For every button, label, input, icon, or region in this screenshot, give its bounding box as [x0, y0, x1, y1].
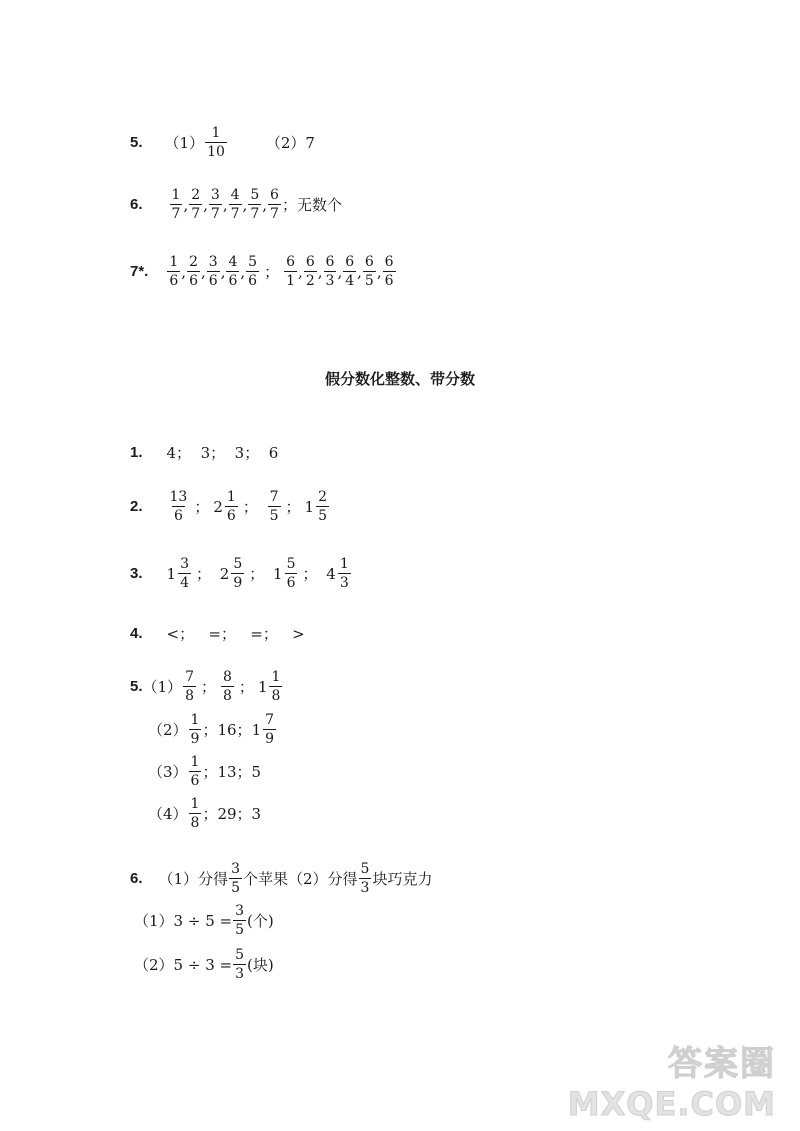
fraction: $\frac{6}{5}$	[364, 254, 374, 289]
part-label: （4）	[148, 805, 188, 823]
answer-2: 2. $\frac{13}{6}$ ； 2 $\frac{1}{6}$ ； $\frac{7}{5}$ ； 1 $\frac{2}{5}$	[130, 489, 328, 524]
fraction: $\frac{6}{4}$	[345, 254, 355, 289]
equation-text: （1）3 ÷ 5 =	[134, 912, 233, 930]
part-label: （2）	[148, 721, 188, 739]
part-label: （1）	[142, 678, 183, 696]
mixed-whole: 1	[251, 720, 262, 739]
answer-5-row-2	[148, 713, 277, 746]
answer-text: （1）分得	[158, 870, 229, 888]
fraction: $\frac{2}{7}$	[191, 187, 201, 222]
fraction: $\frac{6}{2}$	[305, 254, 315, 289]
part-label: （3）	[148, 763, 188, 781]
answer-3: 3. 1 $\frac{3}{4}$ ； 2 $\frac{5}{9}$ ； 1 $\frac{5}{6}$ ； 4 $\frac{1}{3}$	[130, 556, 349, 591]
unit: (块)	[247, 956, 274, 974]
part-label: （1）	[164, 134, 205, 152]
watermark-en: MXQE.COM	[567, 1085, 776, 1123]
fraction-list-b: $\frac{6}{1}$ , $\frac{6}{2}$ , $\frac{6}{3}$ , $\frac{6}{4}$ , $\frac{6}{5}$ , $\frac{6}{6}$	[286, 254, 394, 289]
question-number: 5.	[130, 678, 143, 695]
question-number: 3.	[130, 565, 143, 582]
question-number: 6.	[130, 196, 143, 213]
answer-4	[130, 623, 305, 644]
fraction: $\frac{6}{6}$	[384, 254, 394, 289]
fraction: $\frac{3}{7}$	[210, 187, 220, 222]
answer-tail: ；29；3	[202, 805, 262, 823]
answer-1	[130, 442, 278, 463]
fraction: $\frac{7}{5}$	[269, 489, 279, 524]
question-number: 6.	[130, 870, 143, 887]
answer-6-equation-1	[134, 904, 274, 937]
mixed-whole: 2	[213, 497, 223, 516]
fraction: $\frac{4}{6}$	[228, 254, 238, 289]
answer-5-row-3	[148, 755, 261, 788]
unit: (个)	[247, 912, 274, 930]
fraction: $\frac{1}{8}$	[190, 796, 200, 831]
fraction: $\frac{5}{3}$	[235, 947, 244, 982]
answer-6-equation-2	[134, 948, 274, 981]
question-number: 2.	[130, 498, 143, 515]
watermark-logo	[568, 1036, 776, 1123]
fraction: $\frac{1}{9}$	[190, 712, 200, 747]
fraction: $\frac{5}{6}$	[248, 254, 258, 289]
mixed-whole: 4	[326, 564, 336, 583]
fraction: $\frac{5}{3}$	[360, 861, 370, 896]
fraction: $\frac{3}{5}$	[235, 903, 244, 938]
fraction: $\frac{5}{9}$	[233, 556, 243, 591]
question-number: 5.	[130, 134, 143, 151]
answer-text: 4； 3； 3； 6	[166, 444, 279, 462]
part-answer: （2）7	[265, 134, 315, 152]
fraction: $\frac{6}{7}$	[270, 187, 279, 222]
fraction: $\frac{3}{5}$	[231, 861, 240, 896]
question-number: 4.	[130, 625, 143, 642]
answer-5-row-4	[148, 797, 261, 830]
fraction: $\frac{1}{8}$	[271, 669, 281, 704]
answer-5-row-1: 5. （1） $\frac{7}{8}$ ； $\frac{8}{8}$ ； 1 $\frac{1}{8}$	[130, 669, 281, 704]
answer-7-top: 7*. $\frac{1}{6}$ , $\frac{2}{6}$ , $\frac{3}{6}$ , $\frac{4}{6}$ , $\frac{5}{6}$ ； $\frac{6}{1}$ , $\frac{6}{2}$ , $\frac{6}{3}$ , $\frac{6}{4}$ , $\frac{6}{5}$ , $\frac{6}{6}$	[130, 255, 397, 288]
fraction: $\frac{7}{9}$	[265, 712, 275, 747]
fraction: $\frac{8}{8}$	[223, 669, 232, 704]
fraction: $\frac{3}{6}$	[208, 254, 218, 289]
fraction: $\frac{2}{5}$	[318, 489, 328, 524]
answer-tail: ；13；5	[202, 763, 262, 781]
answer-6	[130, 862, 432, 895]
fraction: $\frac{3}{4}$	[180, 556, 189, 591]
watermark-cn: 答案圈	[668, 1044, 776, 1084]
answer-text: 块巧克力	[372, 870, 433, 888]
question-number: 7*.	[130, 263, 149, 280]
fraction: $\frac{2}{6}$	[189, 254, 198, 289]
equation-text: （2）5 ÷ 3 =	[134, 956, 233, 974]
fraction: $\frac{5}{6}$	[286, 556, 296, 591]
fraction: $\frac{6}{1}$	[286, 254, 296, 289]
fraction-list-a: $\frac{1}{6}$ , $\frac{2}{6}$ , $\frac{3}{6}$ , $\frac{4}{6}$ , $\frac{5}{6}$	[169, 254, 258, 289]
question-number: 1.	[130, 444, 143, 461]
mixed-whole: 1	[304, 497, 315, 516]
answer-5-top	[130, 126, 315, 159]
fraction: $\frac{6}{3}$	[325, 254, 335, 289]
fraction: $\frac{7}{8}$	[185, 669, 194, 704]
answer-mid: ；16；	[202, 721, 252, 739]
answer-tail: ；无数个	[281, 196, 342, 214]
fraction: $\frac{1}{3}$	[339, 556, 349, 591]
answer-6-top	[130, 188, 342, 221]
fraction: $\frac{1}{7}$	[171, 187, 181, 222]
fraction: $\frac{4}{7}$	[230, 187, 240, 222]
answer-text: <； =； =； >	[166, 625, 305, 643]
fraction: $\frac{1}{10}$	[207, 125, 225, 160]
section-title: 假分数化整数、带分数	[324, 370, 475, 388]
fraction-list: $\frac{1}{7}$ , $\frac{2}{7}$ , $\frac{3}{7}$ , $\frac{4}{7}$ , $\frac{5}{7}$ , $\frac{6}{7}$	[171, 187, 279, 222]
answer-text: 个苹果（2）分得	[242, 870, 358, 888]
fraction: $\frac{13}{6}$	[169, 489, 188, 524]
fraction: $\frac{1}{6}$	[169, 254, 179, 289]
mixed-whole: 1	[273, 564, 283, 583]
fraction: $\frac{5}{7}$	[250, 187, 260, 222]
mixed-whole: 1	[166, 564, 177, 583]
mixed-whole: 1	[257, 677, 268, 696]
mixed-whole: 2	[219, 564, 230, 583]
fraction: $\frac{1}{6}$	[190, 754, 200, 789]
fraction: $\frac{1}{6}$	[226, 489, 236, 524]
